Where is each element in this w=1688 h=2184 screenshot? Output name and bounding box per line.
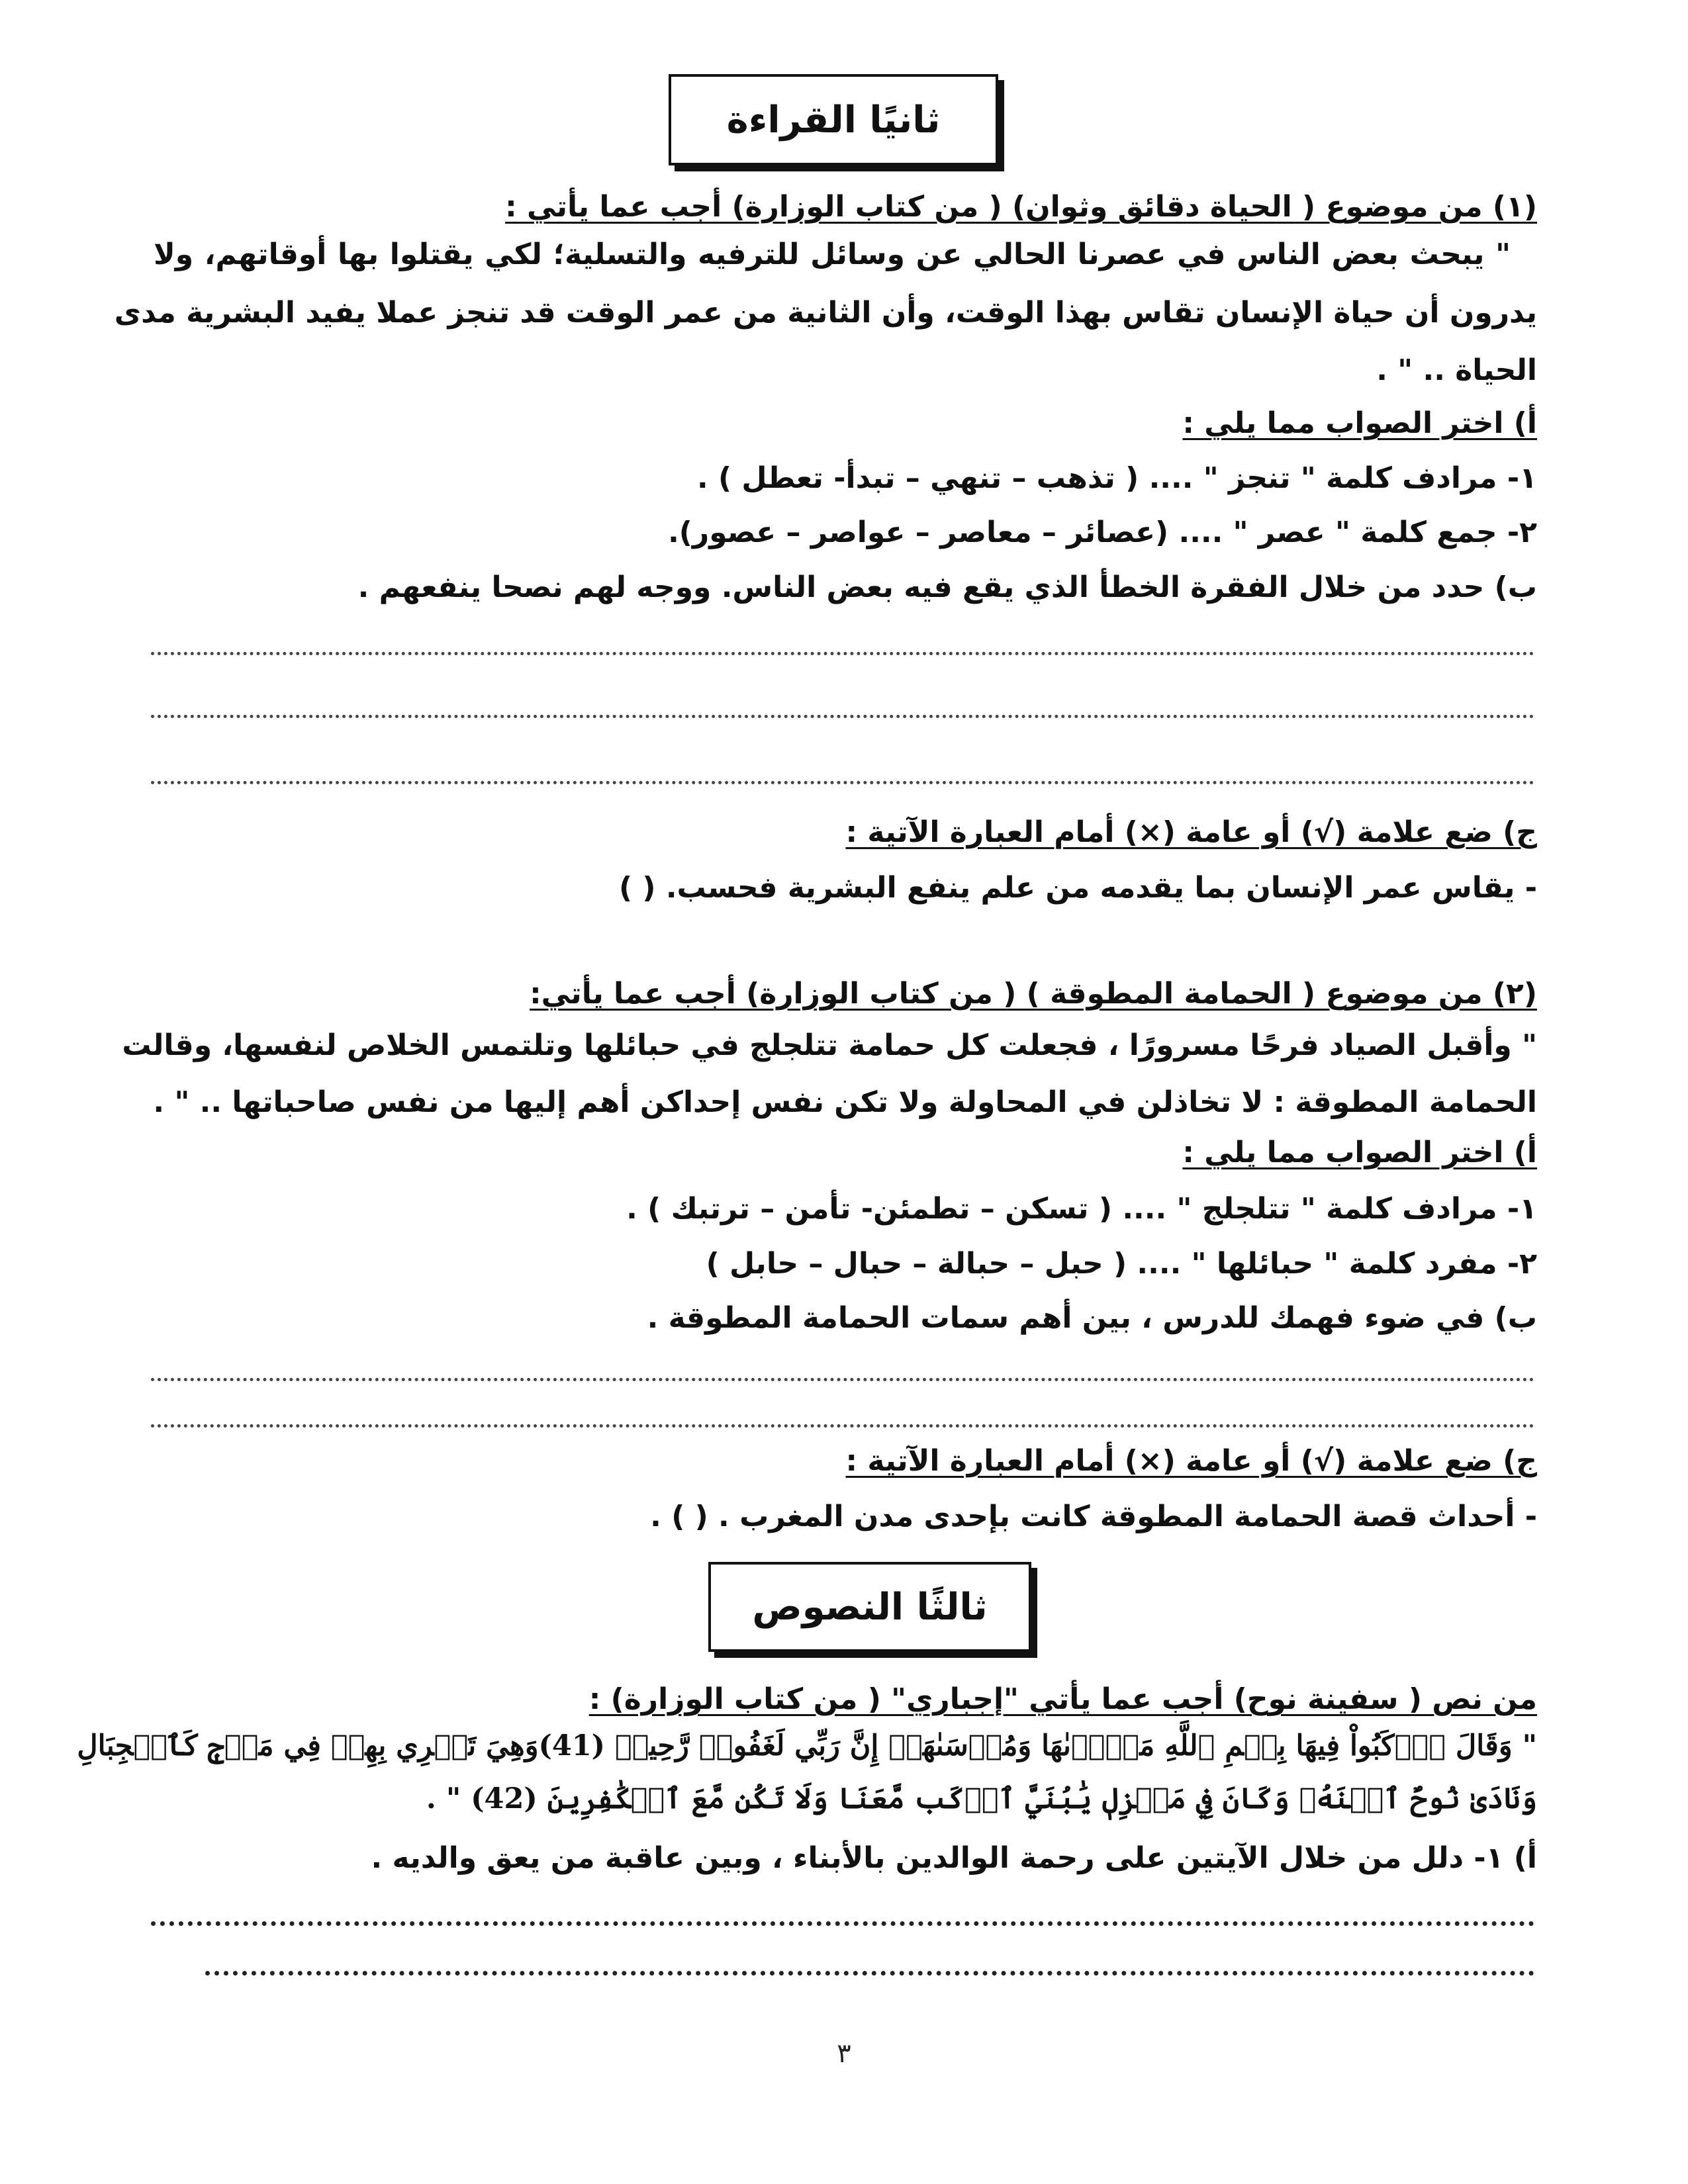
q1-part-a-heading: أ) اختر الصواب مما يلي : [1182,406,1537,440]
q1-a-item-2: ٢- جمع كلمة " عصر " .... (عصائر – معاصر – عواصر – عصور). [668,516,1537,549]
q2-passage-line-2: الحمامة المطوقة : لا تخاذلن في المحاولة ولا تكن نفس إحداكن أهم إليها من نفس صاحباتها .. " . [153,1085,1537,1119]
texts-answer-line-2[interactable] [205,1971,1534,1976]
texts-q-a1: أ) ١- دلل من خلال الآيتين على رحمة الوالدين بالأبناء ، وبين عاقبة من يعق والديه . [371,1841,1537,1875]
texts-answer-line-1[interactable] [151,1921,1534,1926]
q1-answer-line-2[interactable] [151,715,1534,718]
q2-a-item-1: ١- مرادف كلمة " تتلجلج " .... ( تسكن – تطمئن- تأمن – ترتبك ) . [626,1192,1537,1226]
q2-part-c-heading: ج) ضع علامة (√) أو عامة (×) أمام العبارة الآتية : [845,1444,1537,1478]
q1-part-b: ب) حدد من خلال الفقرة الخطأ الذي يقع فيه بعض الناس. ووجه لهم نصحا ينفعهم . [357,570,1537,604]
q1-answer-line-3[interactable] [151,781,1534,784]
reading-heading: ثانيًا القراءة [726,98,941,142]
q1-title: (١) من موضوع ( الحياة دقائق وثوان) ( من كتاب الوزارة) أجب عما يأتي : [505,190,1537,224]
verse-line-2: وَنَادَىٰ نُوحٌ ٱبۡنَهُۥ وَكَانَ فِي مَعۡزِلٖ يَٰبُنَيَّ ٱرۡكَب مَّعَنَا وَلَا تَكُن مَّعَ ٱلۡكَٰفِرِينَ (42) " . [426,1782,1537,1815]
q1-c-statement: - يقاس عمر الإنسان بما يقدمه من علم ينفع البشرية فحسب. ( ) [618,871,1537,905]
texts-question-title: من نص ( سفينة نوح) أجب عما يأتي "إجباري" ( من كتاب الوزارة) : [588,1682,1537,1716]
q2-answer-line-2[interactable] [151,1424,1534,1428]
q2-passage-line-1: " وأقبل الصياد فرحًا مسرورًا ، فجعلت كل حمامة تتلجلج في حبائلها وتلتمس الخلاص لنفسها، وقالت [122,1028,1537,1062]
q1-passage-line-2: يدرون أن حياة الإنسان تقاس بهذا الوقت، وأن الثانية من عمر الوقت قد تنجز عملا يفيد البشرية مدى [114,296,1537,330]
q2-title: (٢) من موضوع ( الحمامة المطوقة ) ( من كتاب الوزارة) أجب عما يأتي: [530,977,1537,1011]
reading-heading-box [669,74,998,165]
page-number: ٣ [837,2038,851,2069]
q1-answer-line-1[interactable] [151,652,1534,655]
texts-heading-box [708,1562,1031,1652]
texts-heading: ثالثًا النصوص [752,1585,988,1629]
verse-line-1: " وَقَالَ ٱرۡكَبُواْ فِيهَا بِسۡمِ ٱللَّهِ مَجۡرٜىٰهَا وَمُرۡسَىٰهَآۚ إِنَّ رَبِّي لَغَفُورٞ رَّحِيمٞ (41)وَهِيَ تَجۡرِي بِهِمۡ فِي مَوۡجٖ كَٱلۡجِبَالِ [77,1729,1537,1762]
q2-part-b: ب) في ضوء فهمك للدرس ، بين أهم سمات الحمامة المطوقة . [647,1301,1537,1335]
q2-answer-line-1[interactable] [151,1378,1534,1381]
q1-passage-line-1: " يبحث بعض الناس في عصرنا الحالي عن وسائل للترفيه والتسلية؛ لكي يقتلوا بها أوقاتهم، ولا [154,238,1511,271]
q2-a-item-2: ٢- مفرد كلمة " حبائلها " .... ( حبل – حبالة – حبال – حابل ) [706,1247,1537,1281]
q2-c-statement: - أحداث قصة الحمامة المطوقة كانت بإحدى مدن المغرب . ( ) . [650,1500,1537,1533]
q1-part-c-heading: ج) ضع علامة (√) أو عامة (×) أمام العبارة الآتية : [845,815,1537,849]
q2-part-a-heading: أ) اختر الصواب مما يلي : [1182,1136,1537,1169]
q1-passage-line-3: الحياة .. " . [1376,353,1537,387]
q1-a-item-1: ١- مرادف كلمة " تنجز " .... ( تذهب – تنهي – تبدأ- تعطل ) . [696,461,1537,495]
